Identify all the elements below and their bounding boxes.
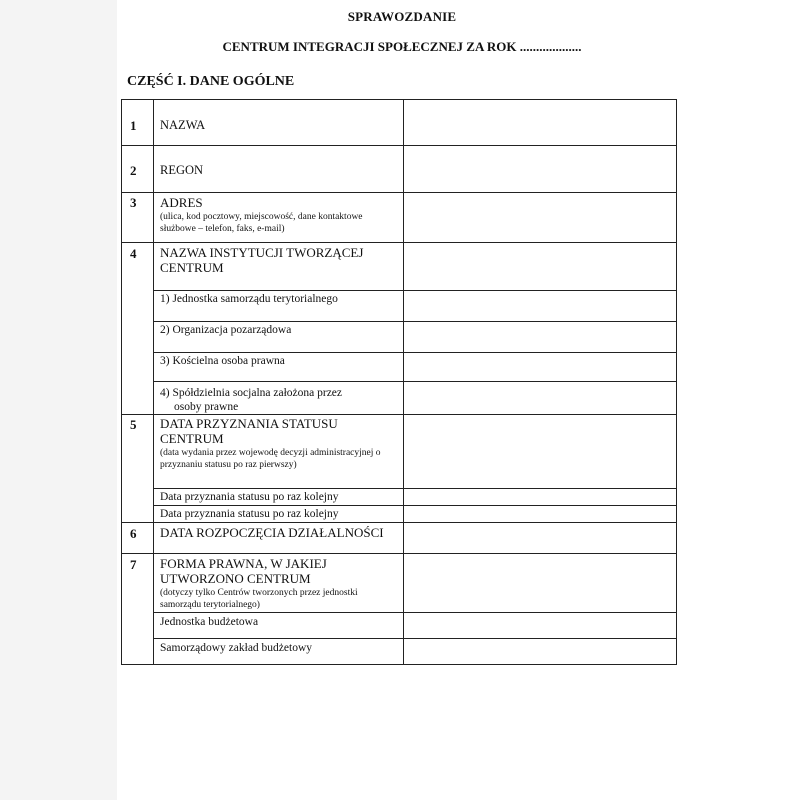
row-divider [122, 414, 676, 415]
row-label-status-date [160, 416, 400, 471]
address-label: ADRES [160, 195, 203, 210]
subrow-divider [153, 638, 676, 639]
section-heading: CZĘŚĆ I. DANE OGÓLNE [127, 74, 295, 89]
option-ngo: 2) Organizacja pozarządowa [160, 324, 292, 336]
row-number: 2 [130, 163, 137, 178]
subrow-divider [153, 381, 676, 382]
row-divider [122, 553, 676, 554]
row-divider [122, 522, 676, 523]
row-label-address [160, 195, 400, 235]
subrow-divider [153, 290, 676, 291]
legal-form-label: FORMA PRAWNA, W JAKIEJ UTWORZONO CENTRUM [160, 556, 327, 586]
row-label-founding-institution: NAZWA INSTYTUCJI TWORZĄCEJ CENTRUM [160, 245, 364, 275]
option-church-entity: 3) Kościelna osoba prawna [160, 355, 285, 367]
row-label-name: NAZWA [160, 118, 206, 132]
legal-form-note: (dotyczy tylko Centrów tworzonych przez jednostki samorządu terytorialnego) [160, 588, 358, 610]
row-divider [122, 145, 676, 146]
status-date-note: (data wydania przez wojewodę decyzji administracyjnej o przyznaniu statusu po raz pierwszy) [160, 448, 381, 470]
general-data-table [121, 99, 677, 665]
row-label-start-date: DATA ROZPOCZĘCIA DZIAŁALNOŚCI [160, 525, 384, 540]
row-divider [122, 192, 676, 193]
option-social-cooperative-line2: osoby prawne [174, 401, 239, 413]
row-label-legal-form [160, 556, 400, 611]
subrow-divider [153, 352, 676, 353]
row-number: 6 [130, 526, 137, 541]
column-divider-value [403, 100, 404, 664]
subrow-divider [153, 505, 676, 506]
document-page [117, 0, 800, 800]
row-number: 5 [130, 417, 137, 432]
option-social-cooperative [160, 386, 400, 414]
row-label-regon: REGON [160, 163, 204, 177]
row-divider [122, 242, 676, 243]
subrow-divider [153, 321, 676, 322]
row-number: 1 [130, 118, 137, 133]
subrow-divider [153, 612, 676, 613]
address-note: (ulica, kod pocztowy, miejscowość, dane kontaktowe służbowe – telefon, faks, e-mail) [160, 212, 363, 234]
legal-form-budget-unit: Jednostka budżetowa [160, 616, 259, 628]
row-number: 7 [130, 557, 137, 572]
document-subtitle: CENTRUM INTEGRACJI SPOŁECZNEJ ZA ROK ................... [222, 39, 582, 54]
row-number: 3 [130, 195, 137, 210]
option-local-government: 1) Jednostka samorządu terytorialnego [160, 293, 338, 305]
option-social-cooperative-line1: 4) Spółdzielnia socjalna założona przez [160, 387, 343, 399]
status-date-next-2: Data przyznania statusu po raz kolejny [160, 508, 339, 520]
row-number: 4 [130, 246, 137, 261]
subrow-divider [153, 488, 676, 489]
document-title: SPRAWOZDANIE [347, 9, 457, 24]
column-divider-number [153, 100, 154, 664]
legal-form-budget-establishment: Samorządowy zakład budżetowy [160, 642, 313, 654]
status-date-label: DATA PRZYZNANIA STATUSU CENTRUM [160, 416, 338, 446]
status-date-next-1: Data przyznania statusu po raz kolejny [160, 491, 339, 503]
